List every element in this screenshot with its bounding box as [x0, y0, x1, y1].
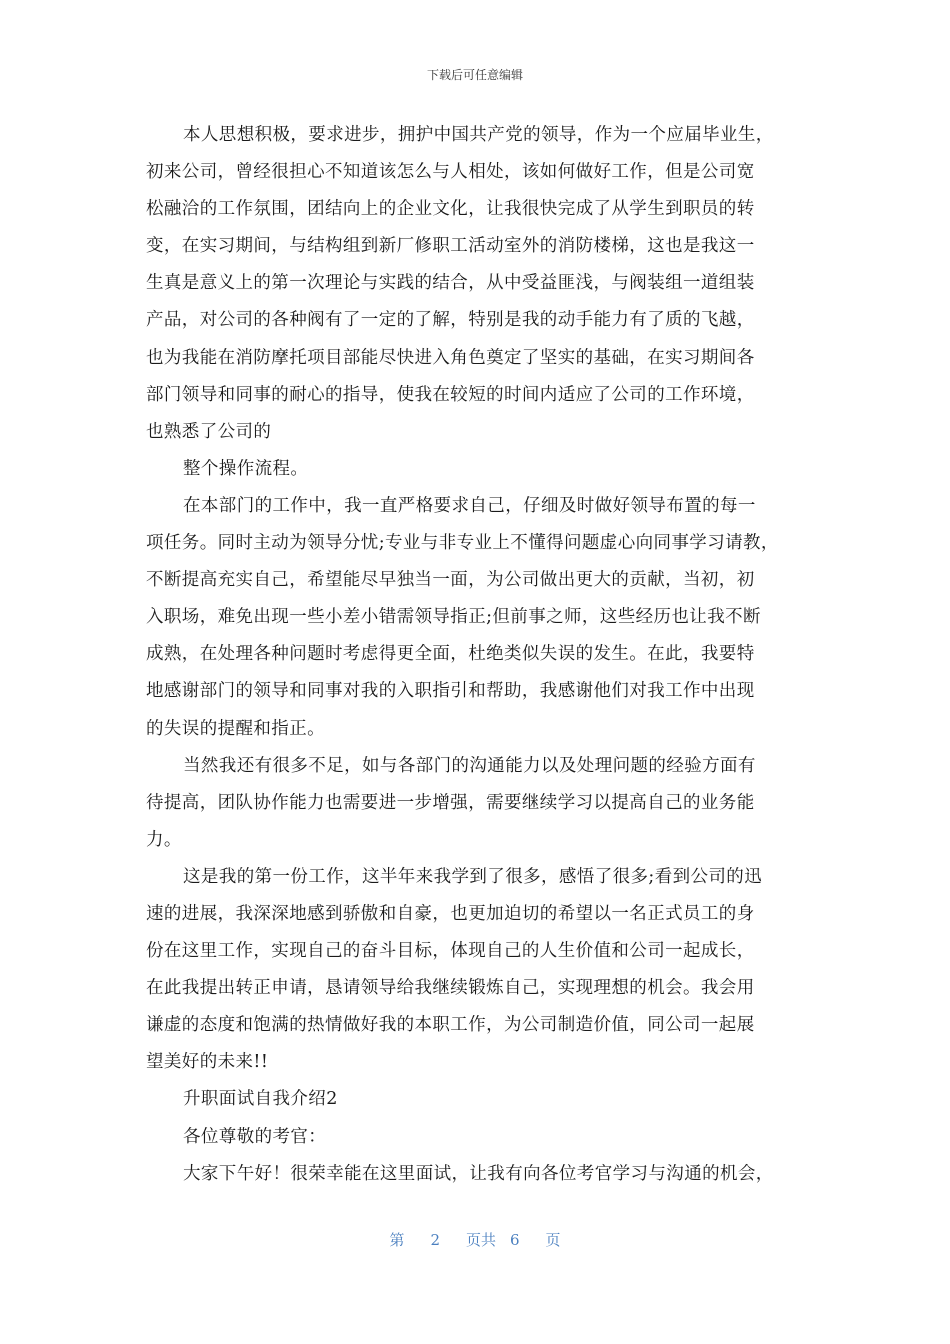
- text-line: 成熟，在处理各种问题时考虑得更全面，杜绝类似失误的发生。在此，我要特: [146, 644, 755, 665]
- footer-current-page: 2: [430, 1231, 440, 1249]
- text-line: 项任务。同时主动为领导分忧;专业与非专业上不懂得问题虚心向同事学习请教，: [146, 533, 779, 554]
- text-line: 整个操作流程。: [183, 458, 309, 479]
- text-line: 生真是意义上的第一次理论与实践的结合，从中受益匪浅，与阀装组一道组装: [146, 273, 755, 294]
- page-footer: [0, 1229, 950, 1250]
- text-line: 待提高，团队协作能力也需要进一步增强，需要继续学习以提高自己的业务能: [146, 792, 755, 813]
- text-line: 谦虚的态度和饱满的热情做好我的本职工作，为公司制造价值，同公司一起展: [146, 1015, 755, 1036]
- document-body: [146, 117, 826, 1193]
- text-line: 初来公司，曾经很担心不知道该怎么与人相处，该如何做好工作，但是公司宽: [146, 162, 755, 183]
- text-line: 也熟悉了公司的: [146, 421, 272, 442]
- text-line: 松融洽的工作氛围，团结向上的企业文化，让我很快完成了从学生到职员的转: [146, 199, 755, 220]
- text-line: 不断提高充实自己，希望能尽早独当一面，为公司做出更大的贡献，当初，初: [146, 570, 755, 591]
- text-line: 在本部门的工作中，我一直严格要求自己，仔细及时做好领导布置的每一: [183, 495, 756, 516]
- footer-label-end: 页: [545, 1231, 561, 1249]
- text-line: 本人思想积极，要求进步，拥护中国共产党的领导，作为一个应届毕业生，: [183, 125, 774, 145]
- text-line: 入职场，难免出现一些小差小错需领导指正;但前事之师，这些经历也让我不断: [146, 607, 761, 628]
- footer-label-page: 第: [389, 1231, 405, 1249]
- text-line: 份在这里工作，实现自己的奋斗目标，体现自己的人生价值和公司一起成长，: [146, 941, 755, 962]
- text-line: 部门领导和同事的耐心的指导，使我在较短的时间内适应了公司的工作环境，: [146, 384, 755, 405]
- text-line: 各位尊敬的考官：: [183, 1126, 327, 1147]
- text-line: 力。: [146, 829, 182, 850]
- text-line: 大家下午好！很荣幸能在这里面试，让我有向各位考官学习与沟通的机会，: [183, 1163, 774, 1184]
- text-line: 产品，对公司的各种阀有了一定的了解，特别是我的动手能力有了质的飞越，: [146, 310, 755, 331]
- text-line: 的失误的提醒和指正。: [146, 718, 325, 739]
- text-line: 在此我提出转正申请，恳请领导给我继续锻炼自己，实现理想的机会。我会用: [146, 978, 755, 999]
- text-line: 当然我还有很多不足，如与各部门的沟通能力以及处理问题的经验方面有: [183, 755, 756, 776]
- text-line: 这是我的第一份工作，这半年来我学到了很多，感悟了很多;看到公司的迅: [183, 866, 763, 887]
- text-line: 也为我能在消防摩托项目部能尽快进入角色奠定了坚实的基础，在实习期间各: [146, 347, 755, 368]
- footer-total-pages: 6: [510, 1231, 520, 1249]
- text-line: 升职面试自我介绍2: [183, 1089, 338, 1110]
- text-line: 变，在实习期间，与结构组到新厂修职工活动室外的消防楼梯，这也是我这一: [146, 236, 755, 257]
- text-line: 望美好的未来!!: [146, 1052, 269, 1073]
- footer-label-total: 页共: [465, 1231, 496, 1249]
- page-header: 下载后可任意编辑: [426, 68, 523, 82]
- text-line: 速的进展，我深深地感到骄傲和自豪，也更加迫切的希望以一名正式员工的身: [146, 903, 755, 924]
- text-line: 地感谢部门的领导和同事对我的入职指引和帮助，我感谢他们对我工作中出现: [146, 681, 755, 702]
